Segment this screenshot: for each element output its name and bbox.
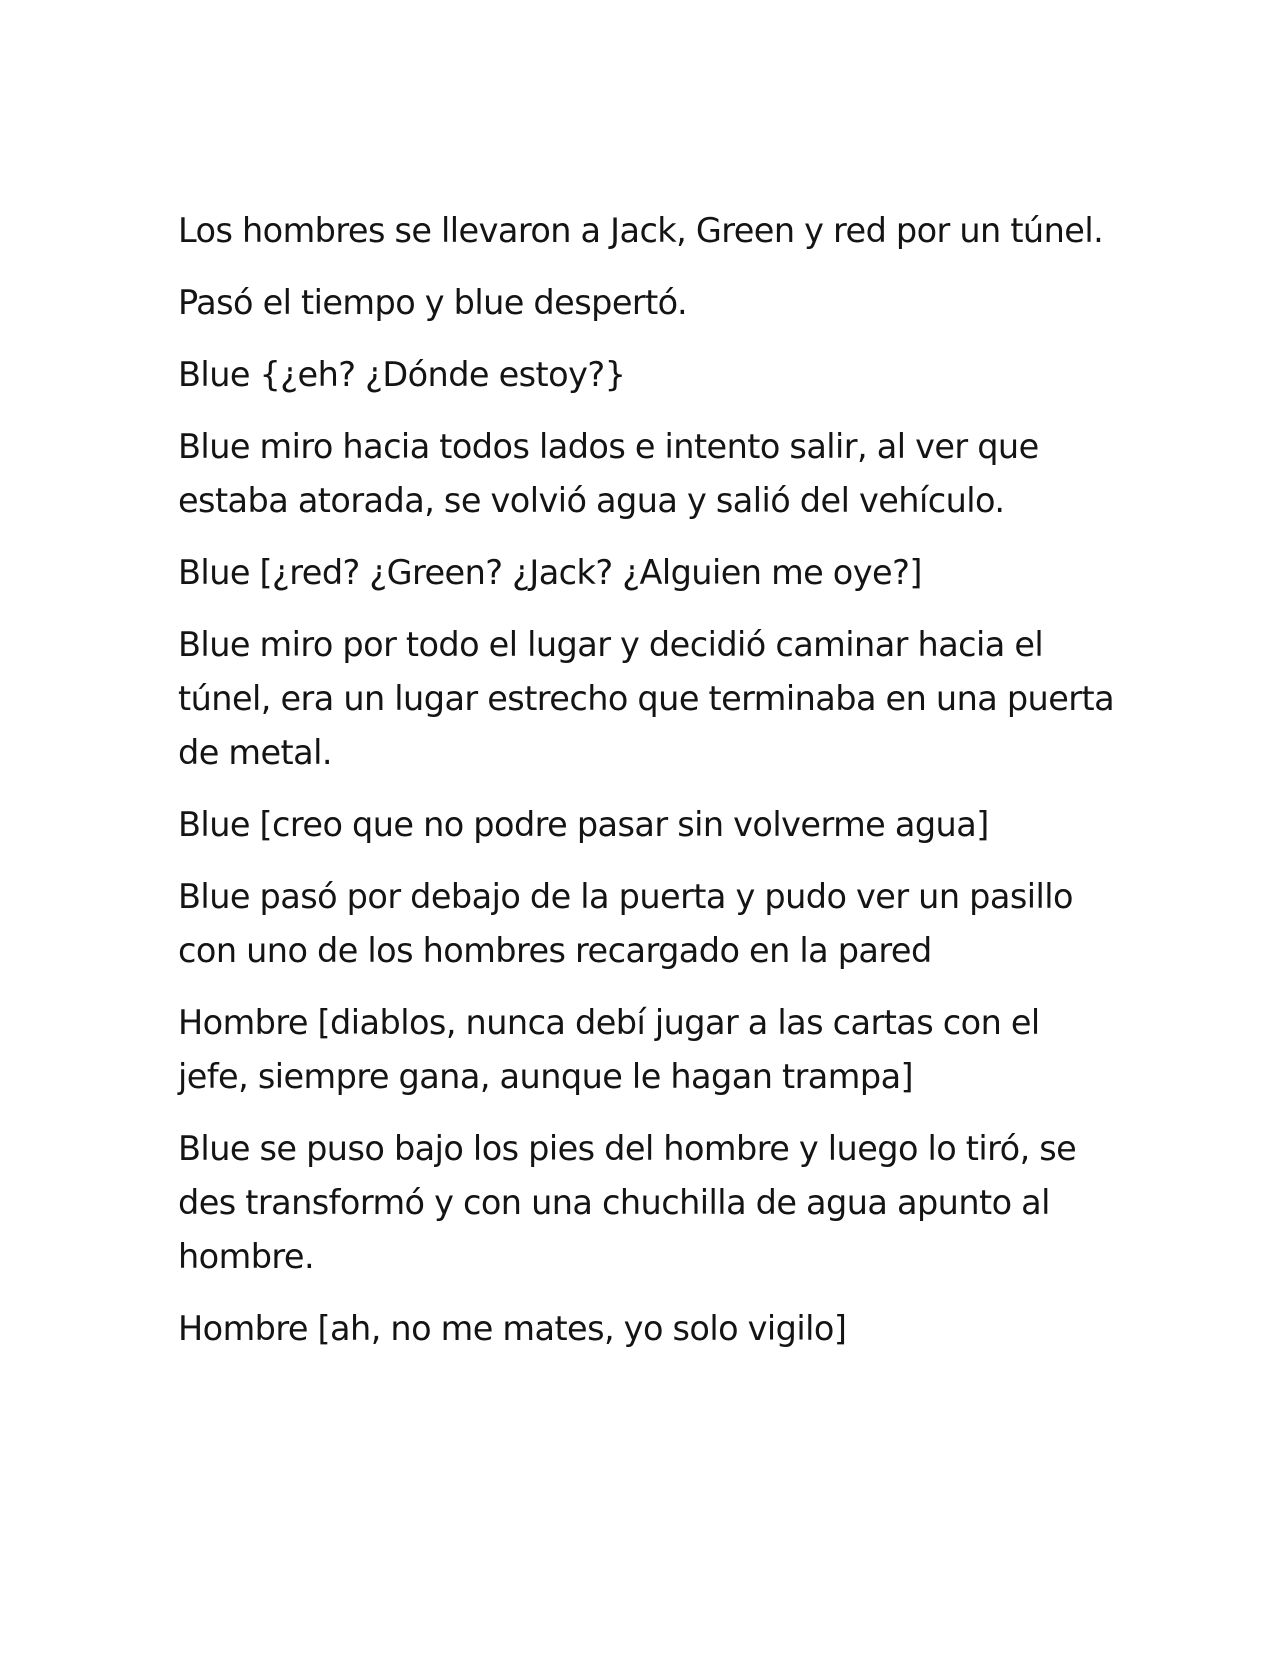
paragraph: Blue {¿eh? ¿Dónde estoy?} bbox=[178, 355, 626, 394]
paragraph: Blue pasó por debajo de la puerta y pudo ver un pasillo con uno de los hombres recargado en la pared bbox=[178, 877, 1073, 970]
paragraph: Hombre [diablos, nunca debí jugar a las cartas con el jefe, siempre gana, aunque le hagan trampa] bbox=[178, 1003, 1040, 1096]
paragraph: Hombre [ah, no me mates, yo solo vigilo] bbox=[178, 1309, 847, 1348]
paragraph: Pasó el tiempo y blue despertó. bbox=[178, 283, 688, 322]
paragraph: Blue [¿red? ¿Green? ¿Jack? ¿Alguien me oye?] bbox=[178, 553, 922, 592]
document-body bbox=[178, 204, 1118, 1374]
paragraph: Blue se puso bajo los pies del hombre y luego lo tiró, se des transformó y con una chuchilla de agua apunto al hombre. bbox=[178, 1129, 1077, 1276]
paragraph: Los hombres se llevaron a Jack, Green y red por un túnel. bbox=[178, 211, 1104, 250]
paragraph: Blue miro por todo el lugar y decidió caminar hacia el túnel, era un lugar estrecho que terminaba en una puerta de metal. bbox=[178, 625, 1115, 772]
paragraph: Blue miro hacia todos lados e intento salir, al ver que estaba atorada, se volvió agua y salió del vehículo. bbox=[178, 427, 1039, 520]
paragraph: Blue [creo que no podre pasar sin volverme agua] bbox=[178, 805, 989, 844]
